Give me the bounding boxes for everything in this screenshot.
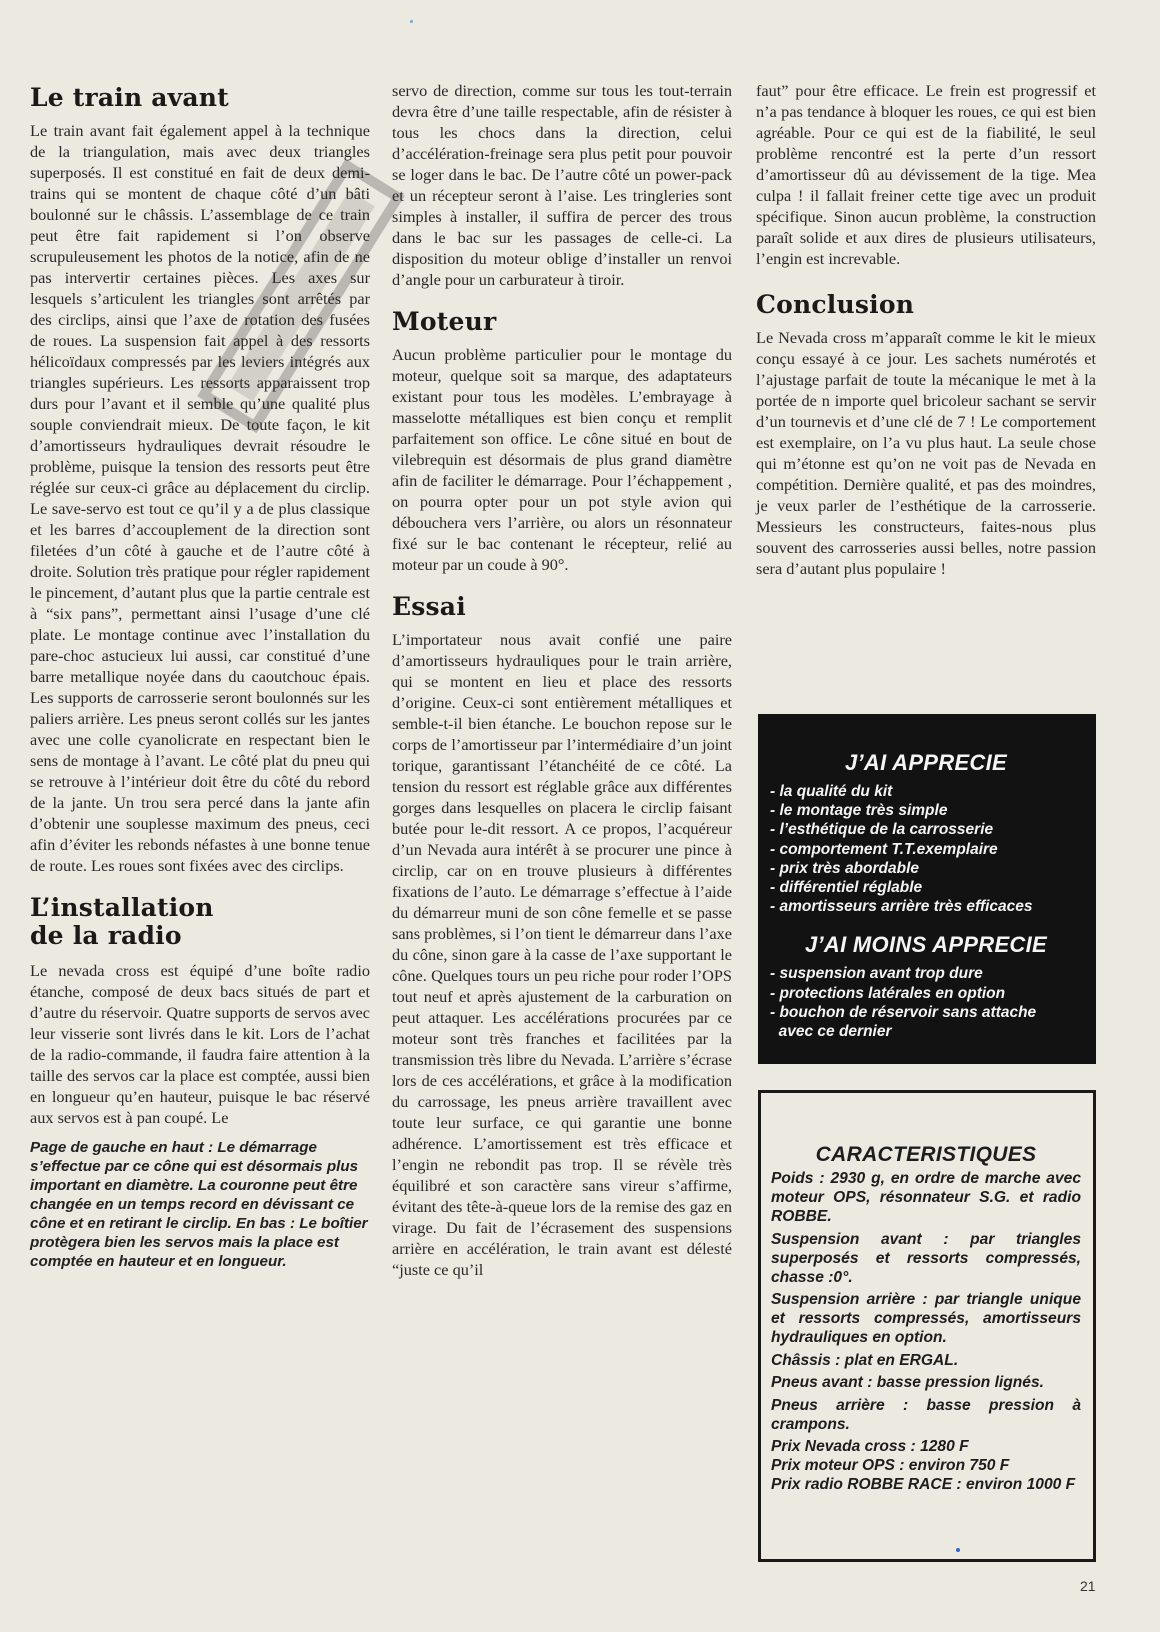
- paragraph-essai-continued: faut” pour être efficace. Le frein est progressif et n’a pas tendance à bloquer les roues, ce qui est bien agréable. Pour ce qui est de la fiabilité, le seul problème rencontré est la perte d’un ressort d’amortisseur dû au dévissement de la tige. Mea culpa ! il fallait freiner cette tige avec un produit spécifique. Sinon aucun problème, la construction paraît solide et aux dires de plusieurs utilisateurs, l’engin est increvable.: [756, 81, 1096, 268]
- disliked-item: avec ce dernier: [770, 1023, 892, 1041]
- spec-rear-tyres: Pneus arrière : basse pression à crampons.: [771, 1396, 1081, 1433]
- paragraph-radio-continued: servo de direction, comme sur tous les tout-terrain devra être d’une taille respectable, afin de résister à tous les chocs dans la direction, celui d’accélération-freinage sera plus petit pour pouvoir se loger dans le bac. De l’autre côté un power-pack et un récepteur seront à l’aise. Les tringleries sont simples à installer, il suffira de percer des trous dans le bac sur les passages de celle-ci. La disposition du moteur oblige d’installer un renvoi d’angle pour un carburateur à tiroir.: [392, 81, 732, 289]
- liked-title: J’AI APPRECIE: [844, 750, 1007, 775]
- paragraph-essai: L’importateur nous avait confié une paire d’amortisseurs hydrauliques pour le train arrière, qui se montent en lieu et place des ressorts d’origine. Ceux-ci sont entièrement métalliques et semble-t-il bien étanche. Le bouchon repose sur le corps de l’amortisseur par l’intermédiaire d’un joint torique, garantissant l’étanchéité de ce côté. La tension du ressort est réglable grâce aux différentes gorges dans lesquelles on placera le circlip faisant butée pour le-dit ressort. A ce propos, l’acquéreur d’un Nevada aura intérêt à se procurer une pince à circlip, car on en trouve plusieurs à différentes fixations de l’auto. Le démarrage s’effectue à l’aide du démarreur muni de son cône femelle et se passe sans problèmes, si l’on tient le démarreur dans l’axe du cône, sinon gare à la casse de l’axe supportant le cône. Quelques tours un peu riche pour roder l’OPS tout neuf et après ajustement de la carburation on peut attaquer. Les accélérations procurées par ce moteur sont très franches et facilitées par la transmission très libre du Nevada. L’arrière s’écrase lors de ces accélérations, et grâce à la modification du carrossage, les pneus arrière travaillent avec toute leur surface, ce qui garantie une bonne adhérence. L’amortissement est très efficace et l’engin ne rebondit pas trop. Il se révèle très équilibré et son caractère sans vireur s’affirme, évitant des tête-à-queue lors de la remise des gaz en virage. Du fait de l’écrasement des suspensions arrière en accélération, le train avant est délesté “juste ce qu’il: [392, 630, 732, 1279]
- column-2: [392, 80, 732, 1280]
- specs-title: CARACTERISTIQUES: [815, 1143, 1037, 1166]
- print-dot: [410, 20, 413, 23]
- paragraph-train-avant: Le train avant fait également appel à la technique de la triangulation, mais avec deux triangles superposés. Il est constitué en fait de deux demi-trains qui se montent de chaque côté d’un bâti boulonné sur le châssis. L’assemblage de ce train peut être fait rapidement si l’on observe scrupuleusement les photos de la notice, afin de ne pas intervertir certaines pièces. Les axes sur lesquels s’articulent les triangles sont arrêtés par des circlips, ainsi que l’axe de rotation des fusées de roues. La suspension fait appel à des ressorts hélicoïdaux compressés par les leviers intégrés aux triangles supérieurs. Les ressorts apparaissent trop durs pour l’avant et il semble qu’une qualité plus souple conviendrait mieux. De toute façon, le kit d’amortisseurs hydrauliques devrait résoudre le problème, puisque la tension des ressorts peut être réglée sur ceux-ci grâce au déplacement du circlip. Le save-servo est tout ce qu’il y a de plus classique et les barres d’accouplement de la direction sont filetées d’un côté à gauche et de l’autre côté à droite. Solution très pratique pour régler rapidement le pincement, d’autant plus que la partie centrale est à “six pans”, permettant ainsi l’usage d’une clé plate. Le montage continue avec l’installation du pare-choc astucieux lui aussi, car constitué d’une barre metallique noyée dans du caoutchouc épais. Les supports de carrosserie seront boulonnés sur les paliers arrière. Les pneus seront collés sur les jantes avec une colle cyanolicrate en respectant bien le sens de montage à l’avant. Le côté plat du pneu qui se retrouve à l’intérieur doit être du côté du rebord de la jante. Un trou sera percé dans la jante afin d’obtenir une souplesse maximum des pneus, ceci afin d’éviter les rebonds néfastes à une bonne tenue de route. Les roues sont fixées avec des circlips.: [30, 121, 370, 875]
- disliked-item: - protections latérales en option: [770, 984, 1006, 1002]
- paragraph-conclusion: Le Nevada cross m’apparaît comme le kit le mieux conçu essayé à ce jour. Les sachets numérotés et l’ajustage parfait de toute la mécanique le met à la portée de n importe quel bricoleur sachant se servir d’un tournevis et d’une clé de 7 ! Le comportement est exemplaire, on l’a vu plus haut. La seule chose qui m’étonne est qu’on ne voit pas de Nevada en compétition. Dernière qualité, et pas des moindres, je veux parler de l’esthétique de la carrosserie. Messieurs les constructeurs, faites-nous plus souvent des carrosseries aussi belles, notre passion sera d’autant plus populaire !: [756, 328, 1096, 578]
- spec-weight: Poids : 2930 g, en ordre de marche avec moteur OPS, résonnateur S.G. et radio ROBBE.: [771, 1170, 1081, 1225]
- liked-item: - différentiel réglable: [770, 879, 923, 897]
- disliked-title: J’AI MOINS APPRECIE: [804, 932, 1048, 958]
- spec-price-radio: Prix radio ROBBE RACE : environ 1000 F: [771, 1476, 1076, 1493]
- heading-essai: Essai: [392, 592, 466, 621]
- column-1: [30, 80, 370, 1271]
- paragraph-moteur: Aucun problème particulier pour le montage du moteur, quelque soit sa marque, des adaptateurs existant pour tous les modèles. L’embrayage à masselotte métalliques est bien conçu et remplit parfaitement son office. Le cône situé en bout de vilebrequin est désormais de plus grand diamètre afin de faciliter le démarrage. Pour l’échappement , on pourra opter pour un pot style avion qui débouchera vers l’arrière, ou alors un résonnateur fixé sur le bac contenant le récepteur, relié au moteur par un coude à 90°.: [392, 345, 732, 574]
- liked-item: - prix très abordable: [770, 859, 920, 877]
- liked-item: - comportement T.T.exemplaire: [770, 840, 998, 858]
- spec-price-kit: Prix Nevada cross : 1280 F: [771, 1438, 969, 1455]
- heading-train-avant: Le train avant: [30, 83, 229, 112]
- heading-installation-radio: [30, 894, 370, 950]
- column-3: [756, 80, 1096, 579]
- heading-installation-line2: de la radio: [30, 921, 182, 950]
- heading-conclusion: Conclusion: [756, 290, 915, 319]
- paragraph-installation-radio: Le nevada cross est équipé d’une boîte radio étanche, composé de deux bacs situés de part et d’autre du réservoir. Quatre supports de servos avec leur visserie sont livrés dans le kit. Lors de l’achat de la radio-commande, il faudra faire attention à la taille des servos car la place est comptée, aussi bien en longueur qu’en hauteur, puisque le bac réservé aux servos est à pan coupé. Le: [30, 961, 370, 1127]
- spec-front-suspension: Suspension avant : par triangles superposés et ressorts compressés, chasse :0°.: [771, 1230, 1081, 1286]
- disliked-item: - bouchon de réservoir sans attache: [770, 1003, 1037, 1021]
- liked-list: [770, 782, 1082, 916]
- liked-item: - la qualité du kit: [770, 783, 893, 800]
- liked-item: - amortisseurs arrière très efficaces: [770, 898, 1033, 916]
- spec-chassis: Châssis : plat en ERGAL.: [771, 1351, 959, 1369]
- opinion-box: [758, 714, 1096, 1064]
- spec-price-engine: Prix moteur OPS : environ 750 F: [771, 1457, 1010, 1474]
- print-dot: [956, 1548, 960, 1552]
- disliked-item: - suspension avant trop dure: [770, 965, 983, 983]
- liked-item: - l’esthétique de la carrosserie: [770, 821, 994, 839]
- liked-item: - le montage très simple: [770, 802, 948, 820]
- specifications-box: [758, 1090, 1096, 1562]
- heading-moteur: Moteur: [392, 307, 497, 336]
- heading-installation-line1: L’installation: [30, 893, 214, 922]
- spec-front-tyres: Pneus avant : basse pression lignés.: [771, 1374, 1044, 1391]
- page-number: 21: [1080, 1578, 1096, 1594]
- disliked-list: [770, 964, 1082, 1041]
- spec-rear-suspension: Suspension arrière : par triangle unique et ressorts compressés, amortisseurs hydrauliques en option.: [771, 1291, 1081, 1346]
- photo-caption: Page de gauche en haut : Le démarrage s’effectue par ce cône qui est désormais plus important en diamètre. La couronne peut être changée en un temps record en dévissant ce cône et en retirant le circlip. En bas : Le boîtier protègera bien les servos mais la place est comptée en hauteur et en longueur.: [30, 1139, 368, 1270]
